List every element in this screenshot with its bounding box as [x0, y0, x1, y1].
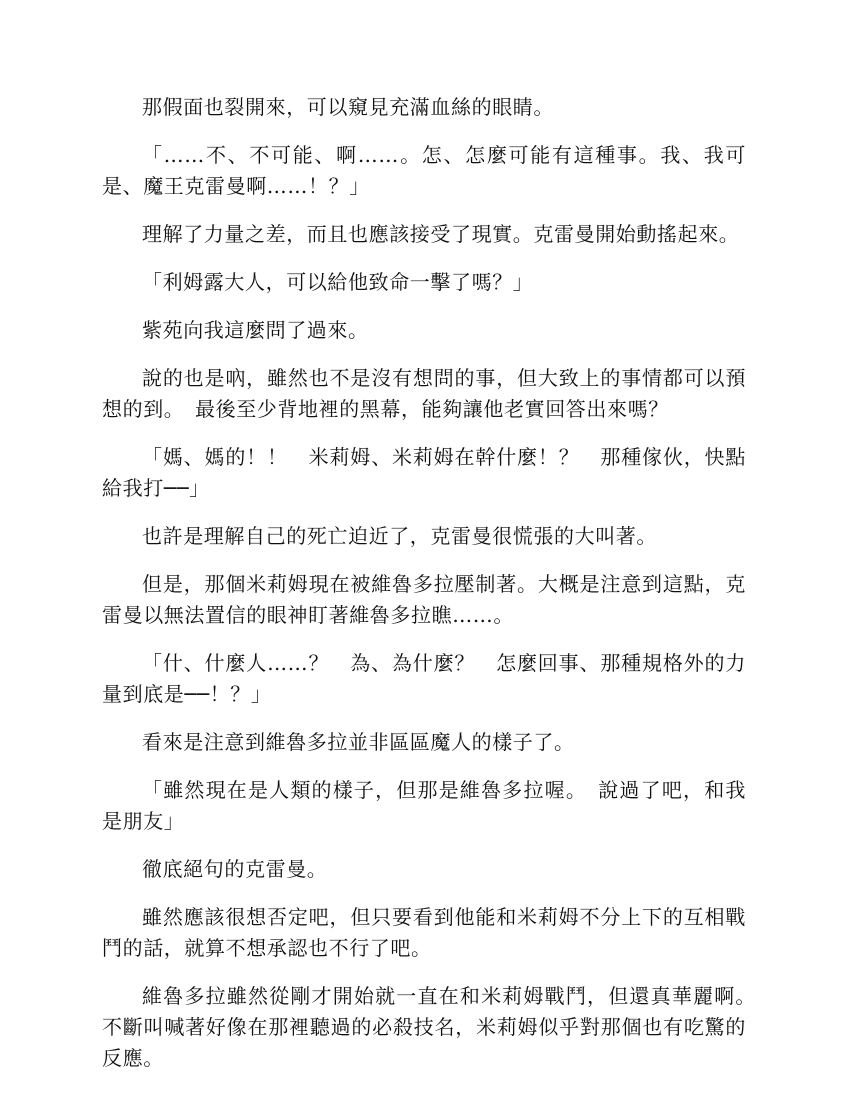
- paragraph-3: 理解了力量之差，而且也應該接受了現實。克雷曼開始動搖起來。: [142, 222, 740, 246]
- paragraph-7: 「媽、媽的！！ 米莉姆、米莉姆在幹什麼！？ 那種傢伙，快點給我打──」: [102, 445, 746, 500]
- paragraph-9: 但是，那個米莉姆現在被維魯多拉壓制著。大概是注意到這點，克雷曼以無法置信的眼神盯著維魯多拉瞧……。: [102, 572, 746, 627]
- document-page: [102, 92, 767, 1091]
- paragraph-4: 「利姆露大人，可以給他致命一擊了嗎？」: [142, 270, 534, 294]
- paragraph-8: 也許是理解自己的死亡迫近了，克雷曼很慌張的大叫著。: [142, 524, 657, 548]
- paragraph-14: 雖然應該很想否定吧，但只要看到他能和米莉姆不分上下的互相戰鬥的話，就算不想承認也不行了吧。: [102, 905, 746, 960]
- paragraph-11: 看來是注意到維魯多拉並非區區魔人的樣子了。: [142, 730, 575, 754]
- paragraph-5: 紫苑向我這麼問了過來。: [142, 318, 369, 342]
- paragraph-10: 「什、什麼人……？ 為、為什麼？ 怎麼回事、那種規格外的力量到底是──！？」: [102, 651, 746, 706]
- paragraph-1: 那假面也裂開來，可以窺見充滿血絲的眼睛。: [142, 95, 554, 119]
- paragraph-12: 「雖然現在是人類的樣子，但那是維魯多拉喔。 說過了吧，和我是朋友」: [102, 778, 746, 833]
- paragraph-6: 說的也是吶，雖然也不是沒有想問的事，但大致上的事情都可以預想的到。 最後至少背地裡的黑幕，能夠讓他老實回答出來嗎？: [102, 366, 746, 421]
- paragraph-15: 維魯多拉雖然從剛才開始就一直在和米莉姆戰鬥，但還真華麗啊。 不斷叫喊著好像在那裡聽過的必殺技名，米莉姆似乎對那個也有吃驚的反應。: [102, 984, 767, 1070]
- paragraph-2: 「……不、不可能、啊……。怎、怎麼可能有這種事。我、我可是、魔王克雷曼啊……！？」: [102, 143, 746, 198]
- paragraph-13: 徹底絕句的克雷曼。: [142, 857, 328, 881]
